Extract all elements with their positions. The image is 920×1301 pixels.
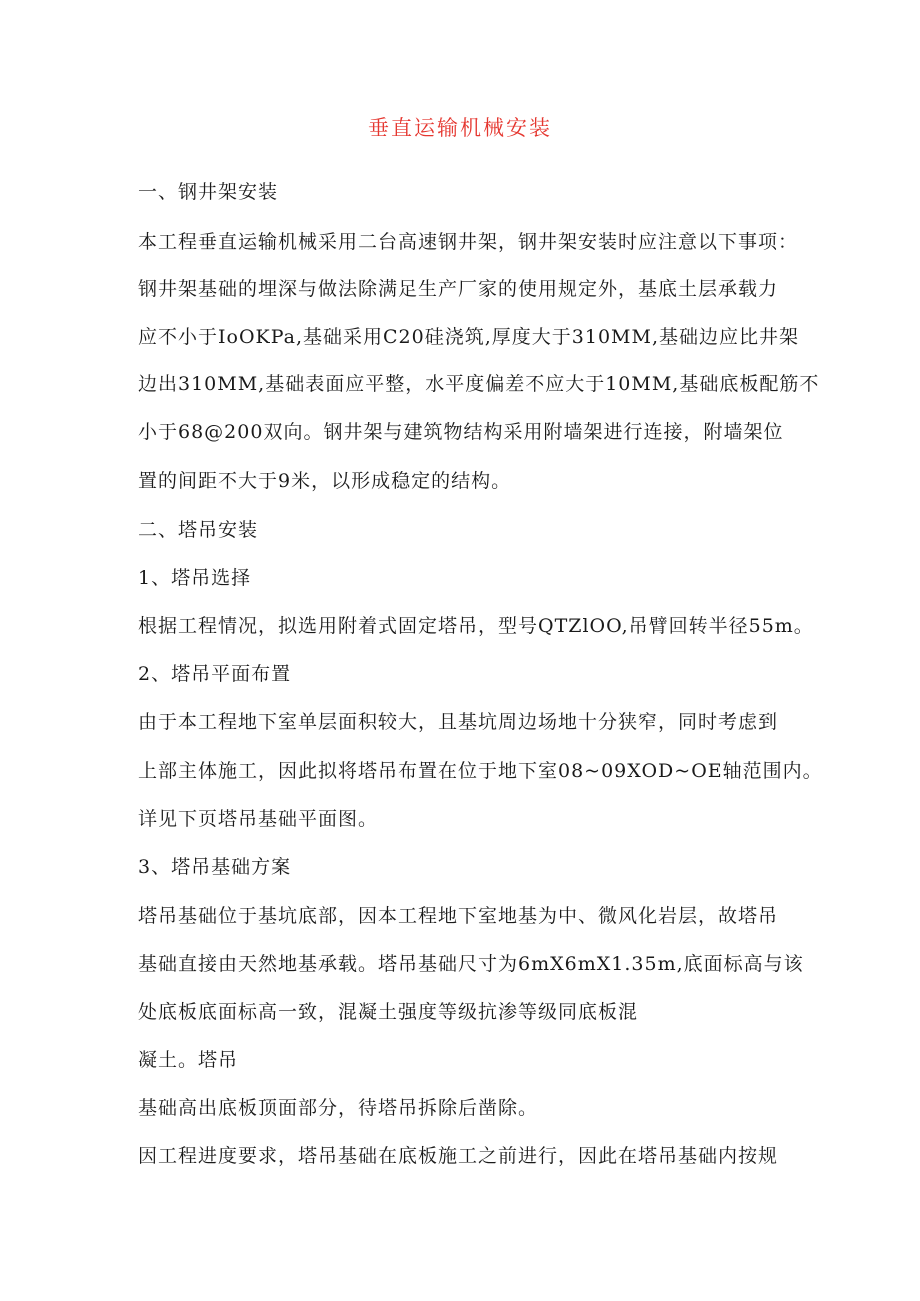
paragraph-line: 应不小于IoOKPa,基础采用C20硅浇筑,厚度大于310MM,基础边应比井架 — [138, 326, 799, 348]
paragraph-line: 由于本工程地下室单层面积较大，且基坑周边场地十分狭窄，同时考虑到 — [138, 711, 779, 733]
paragraph-line: 上部主体施工，因此拟将塔吊布置在位于地下室08~09XOD~OE轴范围内。 — [138, 760, 823, 782]
paragraph-line: 边出310MM,基础表面应平整，水平度偏差不应大于10MM,基础底板配筋不 — [138, 373, 820, 395]
paragraph-line: 基础直接由天然地基承载。塔吊基础尺寸为6mX6mX1.35m,底面标高与该 — [138, 953, 804, 975]
paragraph-line: 处底板底面标高一致，混凝土强度等级抗渗等级同底板混 — [138, 1001, 639, 1023]
paragraph-line: 凝土。塔吊 — [138, 1049, 239, 1071]
paragraph-line: 小于68@200双向。钢井架与建筑物结构采用附墙架进行连接，附墙架位 — [138, 421, 784, 443]
paragraph-line: 置的间距不大于9米，以形成稳定的结构。 — [138, 470, 512, 492]
paragraph-line: 根据工程情况，拟选用附着式固定塔吊，型号QTZlOO,吊臂回转半径55m。 — [138, 615, 814, 637]
document-title: 垂直运输机械安装 — [368, 116, 552, 140]
paragraph-line: 钢井架基础的埋深与做法除满足生产厂家的使用规定外，基底土层承载力 — [138, 278, 779, 300]
subsection-heading-3: 3、塔吊基础方案 — [138, 856, 292, 878]
section-heading-1: 一、钢井架安装 — [138, 181, 279, 203]
paragraph-line: 本工程垂直运输机械采用二台高速钢井架，钢井架安装时应注意以下事项： — [138, 231, 799, 253]
paragraph-line: 基础高出底板顶面部分，待塔吊拆除后凿除。 — [138, 1097, 539, 1119]
section-heading-2: 二、塔吊安装 — [138, 519, 259, 541]
paragraph-line: 详见下页塔吊基础平面图。 — [138, 808, 379, 830]
subsection-heading-1: 1、塔吊选择 — [138, 567, 252, 589]
paragraph-line: 塔吊基础位于基坑底部，因本工程地下室地基为中、微风化岩层，故塔吊 — [138, 905, 779, 927]
subsection-heading-2: 2、塔吊平面布置 — [138, 663, 292, 685]
paragraph-line: 因工程进度要求，塔吊基础在底板施工之前进行，因此在塔吊基础内按规 — [138, 1145, 779, 1167]
